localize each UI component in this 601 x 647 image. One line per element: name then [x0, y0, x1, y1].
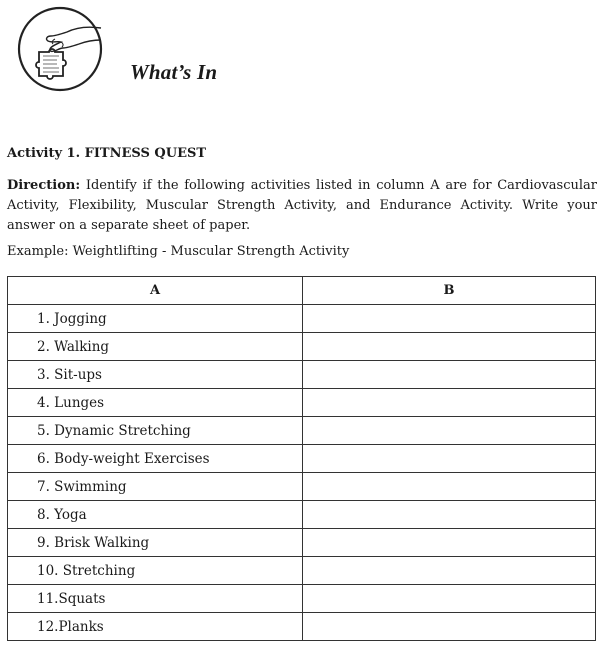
answer-cell[interactable]	[303, 613, 596, 641]
table-row	[8, 529, 596, 557]
activity-item: 12.Planks	[8, 613, 303, 641]
hand-puzzle-icon	[17, 6, 103, 92]
activity-item: 8. Yoga	[8, 501, 303, 529]
answer-cell[interactable]	[303, 529, 596, 557]
answer-cell[interactable]	[303, 557, 596, 585]
activity-item: 11.Squats	[8, 585, 303, 613]
table-row	[8, 585, 596, 613]
answer-cell[interactable]	[303, 361, 596, 389]
answer-cell[interactable]	[303, 417, 596, 445]
activity-item: 1. Jogging	[8, 305, 303, 333]
table-row	[8, 473, 596, 501]
answer-cell[interactable]	[303, 389, 596, 417]
activity-item: 3. Sit-ups	[8, 361, 303, 389]
direction-text: Identify if the following activities listed in column A are for Cardiovascular Activity, Flexibility, Muscular Strength Activity, and Endurance Activity. Write your answer on a separate sheet of paper.	[7, 178, 597, 233]
table-row	[8, 305, 596, 333]
activity-item: 10. Stretching	[8, 557, 303, 585]
answer-cell[interactable]	[303, 473, 596, 501]
table-row	[8, 333, 596, 361]
column-b-header: B	[303, 277, 596, 305]
activity-item: 4. Lunges	[8, 389, 303, 417]
activity-title: Activity 1. FITNESS QUEST	[7, 146, 207, 161]
table-header-row	[8, 277, 596, 305]
section-title: What’s In	[130, 60, 218, 84]
table-row	[8, 389, 596, 417]
example-text: Example: Weightlifting - Muscular Strength Activity	[7, 244, 350, 259]
answer-cell[interactable]	[303, 501, 596, 529]
activity-item: 6. Body-weight Exercises	[8, 445, 303, 473]
direction-label: Direction:	[7, 178, 81, 193]
answer-cell[interactable]	[303, 333, 596, 361]
answer-cell[interactable]	[303, 445, 596, 473]
table-row	[8, 501, 596, 529]
column-a-header: A	[8, 277, 303, 305]
answer-cell[interactable]	[303, 305, 596, 333]
direction-paragraph	[7, 176, 597, 236]
activity-item: 7. Swimming	[8, 473, 303, 501]
table-row	[8, 613, 596, 641]
table-row	[8, 557, 596, 585]
answer-table	[7, 276, 596, 641]
table-row	[8, 417, 596, 445]
answer-cell[interactable]	[303, 585, 596, 613]
activity-item: 9. Brisk Walking	[8, 529, 303, 557]
activity-item: 5. Dynamic Stretching	[8, 417, 303, 445]
table-row	[8, 445, 596, 473]
activity-item: 2. Walking	[8, 333, 303, 361]
table-row	[8, 361, 596, 389]
